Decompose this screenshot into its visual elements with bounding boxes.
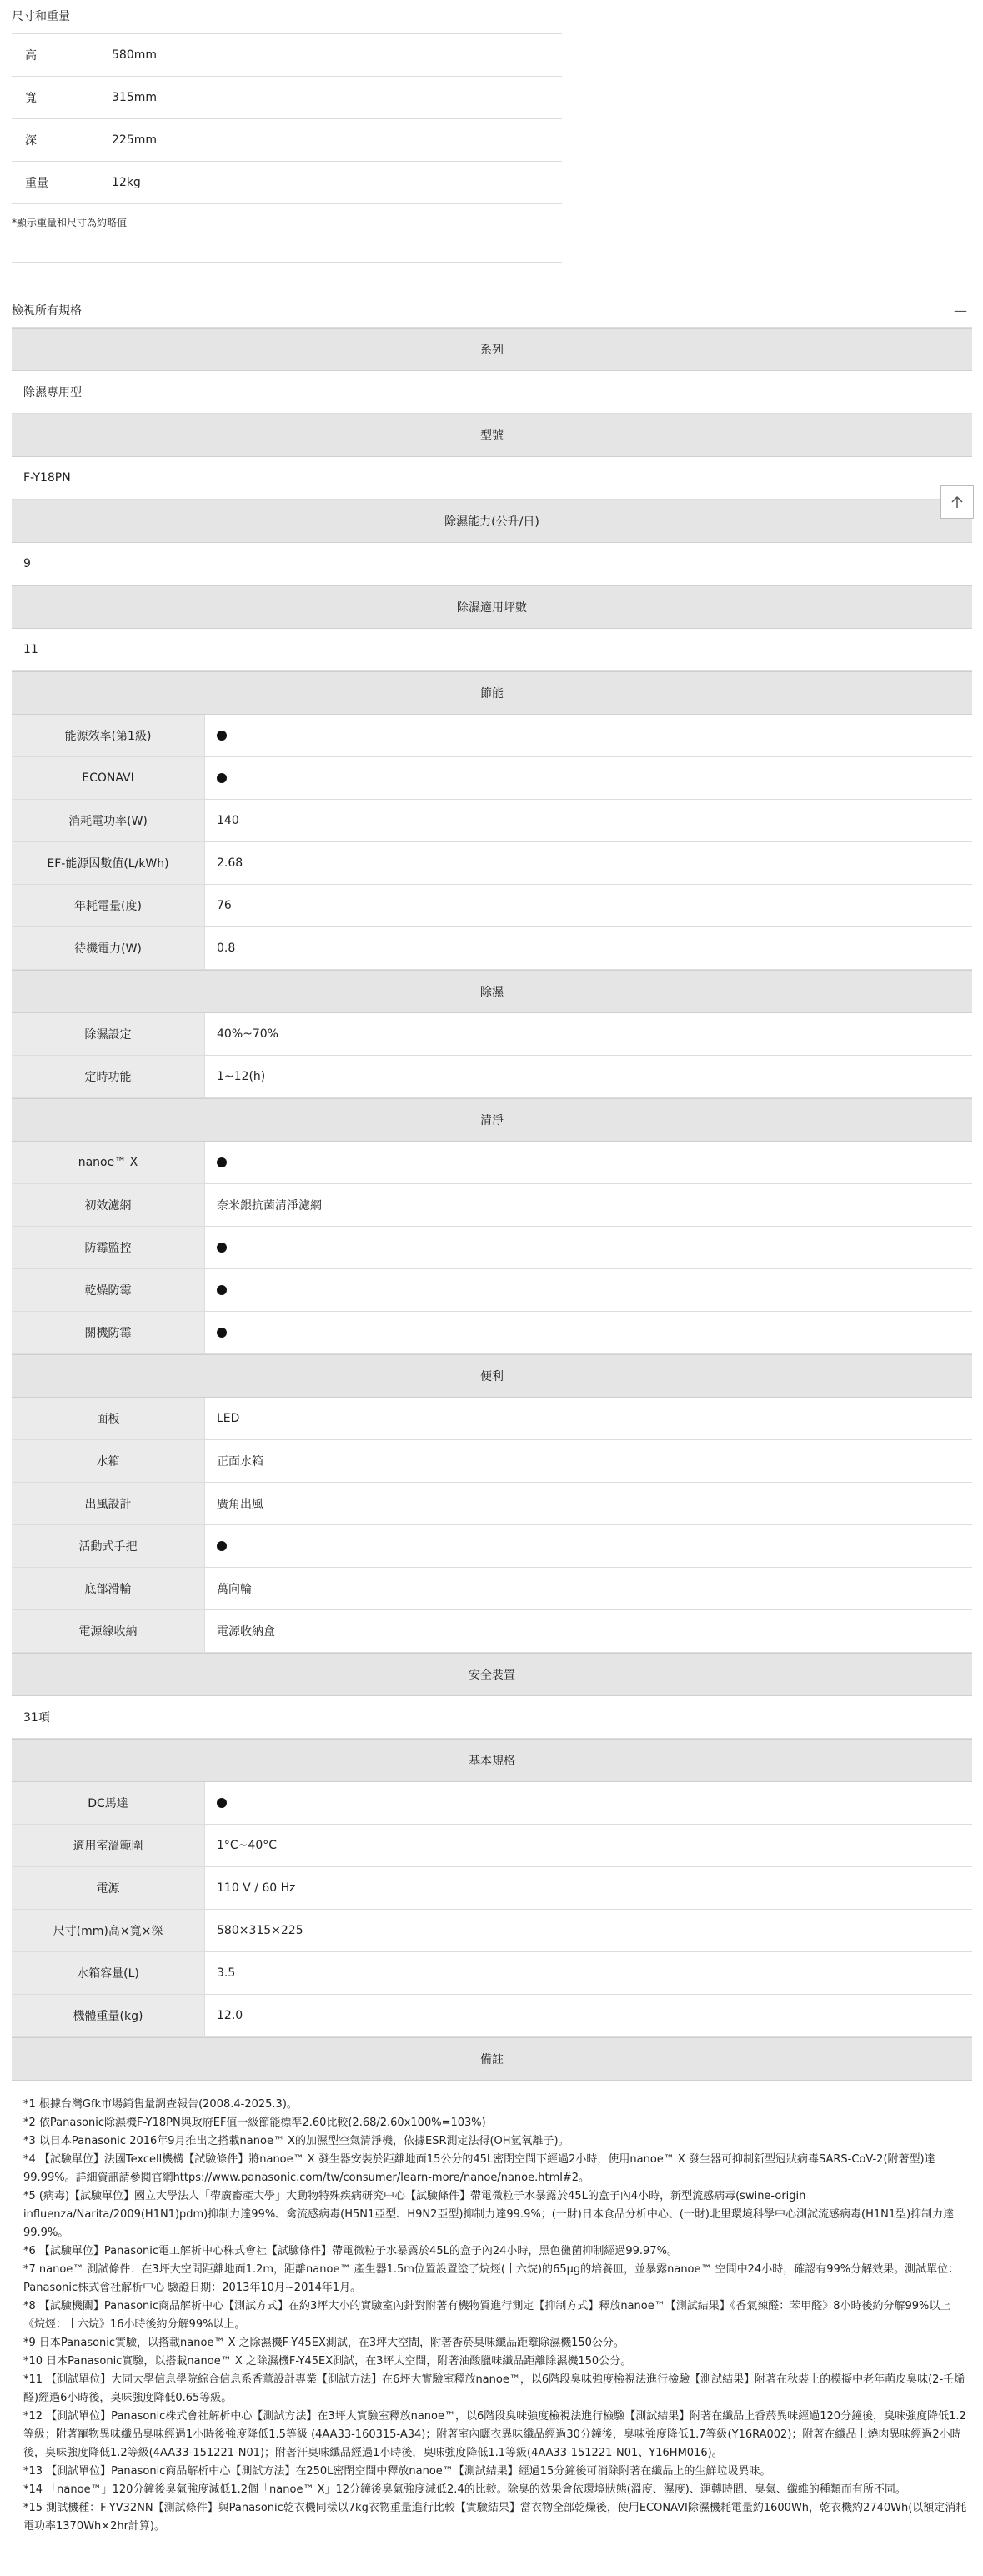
footnote: *7 nanoe™ 測試條件：在3坪大空間距離地面1.2m，距離nanoe™ 產生器1.5m位置設置塗了烷烴(十六烷)的65μg的培養皿，並暴露nanoe™ 空間中24小時，確認有99%分解效果。測試單位：Panasonic株式會社解析中心 驗證日期：2013年10月~2014年1月。 xyxy=(23,2263,960,2294)
footnote: *3 以日本Panasonic 2016年9月推出之搭載nanoe™ X的加濕型空氣清淨機，依據ESR測定法得(OH氫氧離子)。 xyxy=(23,2135,569,2147)
section-header: 除濕能力(公升/日) xyxy=(12,500,972,543)
spec-row xyxy=(12,1610,972,1653)
spec-value: 140 xyxy=(217,814,239,827)
spec-label: 電源線收納 xyxy=(12,1610,205,1652)
section-header: 除濕 xyxy=(12,970,972,1013)
footnote: *10 日本Panasonic實驗，以搭載nanoe™ X 之除濕機F-Y45EX測試，在3坪大空間，附著油酸臘味纖品距離除濕機150公分。 xyxy=(23,2355,632,2368)
dimension-row xyxy=(12,119,562,162)
spec-row xyxy=(12,1227,972,1269)
spec-value: 40%~70% xyxy=(217,1027,278,1041)
dimensions-note: *顯示重量和尺寸為約略值 xyxy=(12,217,128,228)
bullet-dot-icon xyxy=(217,731,227,741)
footnote: *11 【測試單位】大同大學信息學院綜合信息系香薰設計專業【測試方法】在6坪大實驗室釋放nanoe™，以6階段臭味強度檢視法進行檢驗【測試結果】附著在秋裝上的模擬中老年萌皮臭味(2-壬烯醛)經過6小時後，臭味強度降低0.65等級。 xyxy=(23,2373,965,2404)
footnote: *14 「nanoe™」120分鐘後臭氣強度減低1.2個「nanoe™ X」12分鐘後臭氣強度減低2.4的比較。除臭的效果會依環境狀態(溫度、濕度)、運轉時間、臭氣、纖維的種類而有所不同。 xyxy=(23,2483,906,2496)
spec-row xyxy=(12,1142,972,1184)
scroll-top-button[interactable] xyxy=(940,485,974,519)
section-header: 備註 xyxy=(12,2037,972,2081)
spec-label: 出風設計 xyxy=(12,1483,205,1524)
spec-value-supported xyxy=(205,1782,972,1824)
spec-row xyxy=(12,885,972,927)
spec-value: 12.0 xyxy=(217,2009,243,2022)
footnote: *8 【試驗機關】Panasonic商品解析中心【測試方式】在約3坪大小的實驗室內針對附著有機物質進行測定【抑制方式】釋放nanoe™【測試結果】《香氣辣醛：苯甲醛》8小時後約分解99%以上《烷烴：十六烷》16小時後約分解99%以上。 xyxy=(23,2300,951,2331)
spec-row xyxy=(12,1312,972,1354)
section-header: 節能 xyxy=(12,671,972,715)
spec-label: 除濕設定 xyxy=(12,1013,205,1055)
spec-row xyxy=(12,800,972,842)
footnote: *15 測試機種：F-YV32NN【測試條件】與Panasonic乾衣機同樣以7kg衣物重量進行比較【實驗結果】當衣物全部乾燥後，使用ECONAVI除濕機耗電量約1600Wh，乾衣機約2740Wh(以額定消耗電功率1370Wh×2hr計算)。 xyxy=(23,2502,967,2533)
spec-row xyxy=(12,1013,972,1056)
footnote: *13 【測試單位】Panasonic商品解析中心【測試方法】在250L密閉空間中釋放nanoe™【測試結果】經過15分鐘後可消除附著在纖品上的生鮮垃圾異味。 xyxy=(23,2465,771,2478)
spec-value: 110 V / 60 Hz xyxy=(217,1881,296,1895)
spec-row xyxy=(12,1995,972,2037)
spec-row xyxy=(12,757,972,800)
spec-row xyxy=(12,1952,972,1995)
spec-row xyxy=(12,1184,972,1227)
spec-row xyxy=(12,927,972,970)
dimensions-section xyxy=(12,0,971,263)
spec-value-supported xyxy=(205,1312,972,1353)
spec-row xyxy=(12,1398,972,1440)
section-header: 型號 xyxy=(12,414,972,457)
spec-label: ECONAVI xyxy=(12,757,205,799)
footnotes xyxy=(12,2081,972,2543)
dimension-row xyxy=(12,34,562,77)
all-specs-toggle[interactable] xyxy=(12,271,972,328)
section-value: 31項 xyxy=(12,1696,972,1739)
spec-label: 年耗電量(度) xyxy=(12,885,205,926)
arrow-up-icon xyxy=(950,495,965,510)
footnote: *4 【試驗單位】法國Texcell機構【試驗條件】將nanoe™ X 發生器安裝於距離地面15公分的45L密閉空間下經過2小時，使用nanoe™ X 發生器可抑制新型冠狀病毒SARS-CoV-2(附著型)達99.99%。詳細資訊請參閱官網https://www.panasonic.com/tw/consumer/learn-more/nanoe/nanoe.html#2。 xyxy=(23,2153,935,2184)
footnote: *5 (病毒)【試驗單位】國立大學法人「帶廣畜產大學」大動物特殊疾病研究中心【試驗條件】帶電微粒子水暴露於45L的盒子內4小時，新型流感病毒(swine-origin influenza/Narita/2009(H1N1)pdm)抑制力達99%、禽流感病毒(H5N1亞型、H9N2亞型)抑制力達99.9%；(一財)日本食品分析中心、(一財)北里環境科學中心測試流感病毒(H1N1型)抑制力達99.9%。 xyxy=(23,2190,955,2239)
spec-value: 76 xyxy=(217,899,232,912)
spec-label: nanoe™ X xyxy=(12,1142,205,1183)
spec-label: 能源效率(第1級) xyxy=(12,715,205,756)
spec-row xyxy=(12,1825,972,1867)
spec-value: 奈米銀抗菌清淨濾網 xyxy=(217,1199,322,1213)
dimensions-title: 尺寸和重量 xyxy=(12,10,70,23)
section-header: 清淨 xyxy=(12,1098,972,1142)
dimension-row xyxy=(12,162,562,204)
bullet-dot-icon xyxy=(217,1328,227,1338)
footnote: *9 日本Panasonic實驗，以搭載nanoe™ X 之除濕機F-Y45EX測試，在3坪大空間，附著香菸臭味纖品距離除濕機150公分。 xyxy=(23,2337,624,2349)
bullet-dot-icon xyxy=(217,1285,227,1295)
dimension-label: 重量 xyxy=(25,177,48,190)
spec-row xyxy=(12,1568,972,1610)
spec-label: 初效濾網 xyxy=(12,1184,205,1226)
spec-value: 580×315×225 xyxy=(217,1924,303,1937)
spec-label: 面板 xyxy=(12,1398,205,1439)
spec-label: DC馬達 xyxy=(12,1782,205,1824)
footnote: *1 根據台灣Gfk市場銷售量調查報告(2008.4-2025.3)。 xyxy=(23,2098,298,2111)
section-header: 基本規格 xyxy=(12,1739,972,1782)
bullet-dot-icon xyxy=(217,773,227,783)
dimension-value: 12kg xyxy=(112,176,141,189)
spec-value: LED xyxy=(217,1412,240,1425)
spec-label: 尺寸(mm)高×寬×深 xyxy=(12,1910,205,1951)
dimension-value: 225mm xyxy=(112,133,157,147)
section-header: 除濕適用坪數 xyxy=(12,585,972,629)
spec-row xyxy=(12,1483,972,1525)
spec-value: 3.5 xyxy=(217,1966,236,1980)
spec-row xyxy=(12,1440,972,1483)
spec-label: 適用室溫範圍 xyxy=(12,1825,205,1866)
spec-row xyxy=(12,842,972,885)
footnote: *12 【測試單位】Panasonic株式會社解析中心【測試方法】在3坪大實驗室釋放nanoe™，以6階段臭味強度檢視法進行檢驗【測試結果】附著在纖品上香菸異味經過120分鐘後，臭味強度降低1.2等級；附著寵物異味纖品臭味經過1小時後強度降低1.5等級 (4AA33-160315-A34)；附著室內曬衣異味纖品經過30分鐘後，臭味強度降低1.7等級(Y16RA002)；附著在纖品上燒肉異味經過2小時後，臭味強度降低1.2等級(4AA33-151221-N01)；附著汗臭味纖品經過1小時後，臭味強度降低1.1等級(4AA33-151221-N01、Y16HM016)。 xyxy=(23,2410,966,2459)
dimension-row xyxy=(12,77,562,119)
spec-label: 關機防霉 xyxy=(12,1312,205,1353)
spec-row xyxy=(12,1782,972,1825)
bullet-dot-icon xyxy=(217,1157,227,1167)
section-header: 安全裝置 xyxy=(12,1653,972,1696)
spec-label: 活動式手把 xyxy=(12,1525,205,1567)
spec-label: 底部滑輪 xyxy=(12,1568,205,1609)
section-value: 11 xyxy=(12,629,972,671)
spec-label: 防霉監控 xyxy=(12,1227,205,1268)
dimension-label: 高 xyxy=(25,49,37,63)
section-value: 9 xyxy=(12,543,972,585)
dimensions-table xyxy=(12,33,562,204)
spec-value-supported xyxy=(205,1269,972,1311)
bullet-dot-icon xyxy=(217,1798,227,1808)
spec-row xyxy=(12,715,972,757)
divider xyxy=(12,241,562,263)
section-value: F-Y18PN xyxy=(12,457,972,500)
dimension-value: 580mm xyxy=(112,48,157,62)
footnote: *2 依Panasonic除濕機F-Y18PN與政府EF值一級節能標準2.60比較(2.68/2.60x100%=103%) xyxy=(23,2117,486,2129)
spec-value: 萬向輪 xyxy=(217,1583,252,1596)
collapse-icon[interactable]: — xyxy=(954,303,967,319)
spec-value: 廣角出風 xyxy=(217,1498,263,1511)
all-specs-title: 檢視所有規格 xyxy=(12,304,82,318)
spec-value: 1°C~40°C xyxy=(217,1839,278,1852)
dimension-label: 寬 xyxy=(25,92,37,105)
spec-row xyxy=(12,1910,972,1952)
footnote: *6 【試驗單位】Panasonic電工解析中心株式會社【試驗條件】帶電微粒子水暴露於45L的盒子內24小時，黑色黴菌抑制經過99.97%。 xyxy=(23,2245,678,2257)
spec-row xyxy=(12,1867,972,1910)
spec-value-supported xyxy=(205,1227,972,1268)
spec-label: EF-能源因數值(L/kWh) xyxy=(12,842,205,884)
dimension-value: 315mm xyxy=(112,91,157,104)
spec-value: 2.68 xyxy=(217,856,243,870)
spec-label: 待機電力(W) xyxy=(12,927,205,969)
spec-value: 0.8 xyxy=(217,942,236,955)
spec-row xyxy=(12,1269,972,1312)
section-header: 系列 xyxy=(12,328,972,371)
spec-label: 定時功能 xyxy=(12,1056,205,1097)
spec-value-supported xyxy=(205,1142,972,1183)
spec-label: 機體重量(kg) xyxy=(12,1995,205,2036)
spec-value: 電源收納盒 xyxy=(217,1625,275,1639)
spec-value-supported xyxy=(205,757,972,799)
spec-value: 1~12(h) xyxy=(217,1070,266,1083)
spec-value-supported xyxy=(205,1525,972,1567)
section-header: 便利 xyxy=(12,1354,972,1398)
spec-label: 水箱容量(L) xyxy=(12,1952,205,1994)
spec-label: 消耗電功率(W) xyxy=(12,800,205,841)
spec-label: 水箱 xyxy=(12,1440,205,1482)
spec-value-supported xyxy=(205,715,972,756)
section-value: 除濕專用型 xyxy=(12,371,972,414)
bullet-dot-icon xyxy=(217,1541,227,1551)
dimension-label: 深 xyxy=(25,134,37,148)
spec-value: 正面水箱 xyxy=(217,1455,263,1469)
spec-label: 電源 xyxy=(12,1867,205,1909)
spec-row xyxy=(12,1525,972,1568)
spec-row xyxy=(12,1056,972,1098)
spec-label: 乾燥防霉 xyxy=(12,1269,205,1311)
bullet-dot-icon xyxy=(217,1243,227,1253)
spec-table xyxy=(12,328,972,2543)
